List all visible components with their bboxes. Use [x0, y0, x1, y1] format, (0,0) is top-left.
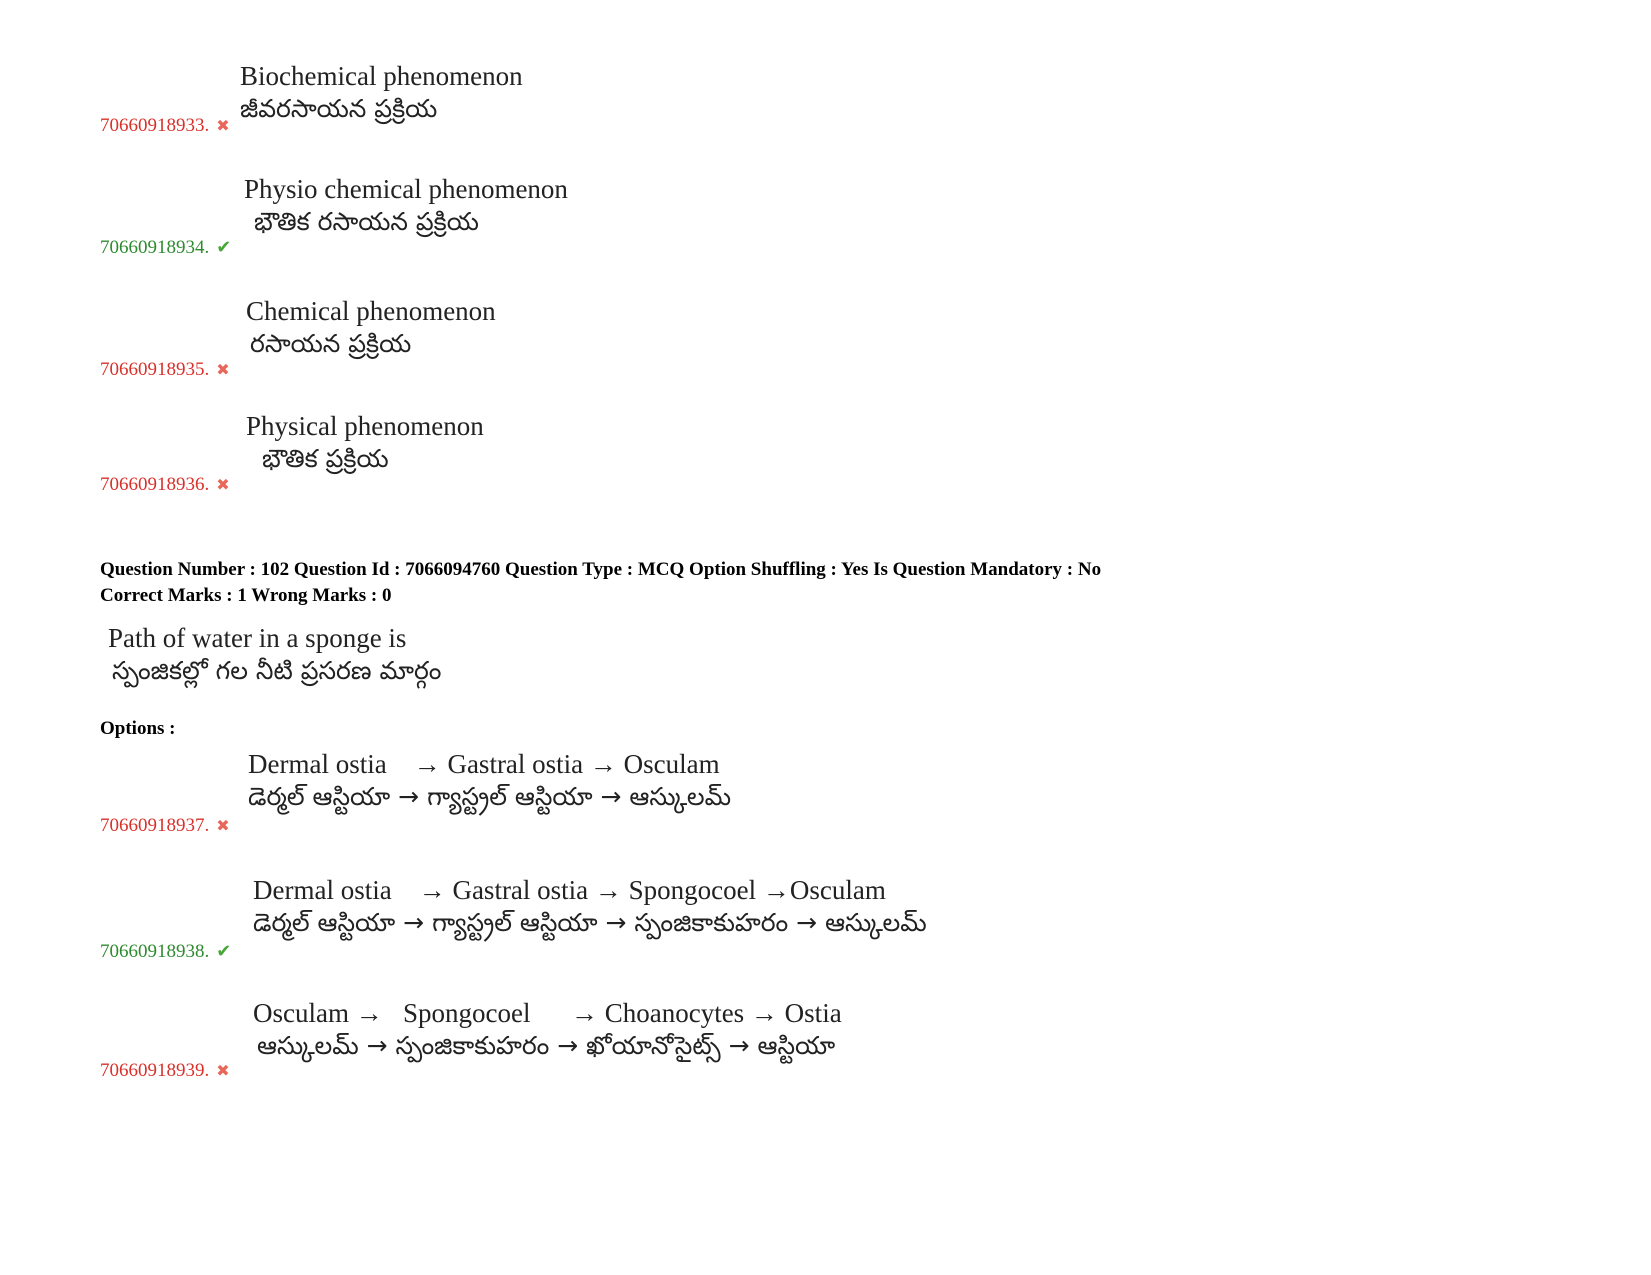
option-text-en: Physical phenomenon	[246, 411, 484, 441]
option-text-te: రసాయన ప్రక్రియ	[250, 329, 412, 359]
option-text-en: Chemical phenomenon	[246, 296, 496, 326]
question-text-te: స్పంజికల్లో గల నీటి ప్రసరణ మార్గం	[112, 656, 442, 686]
option-text-te: డెర్మల్ ఆస్టియా → గ్యాస్ట్రల్ ఆస్టియా → ఆస్కులమ్	[248, 782, 732, 812]
option-id: 70660918938. ✔	[100, 941, 232, 962]
wrong-mark-icon: ✖	[216, 118, 230, 135]
wrong-mark-icon: ✖	[216, 362, 230, 379]
option-text-en: Physio chemical phenomenon	[244, 174, 568, 204]
check-mark-icon: ✔	[216, 941, 232, 961]
option-content	[253, 997, 842, 1061]
wrong-mark-icon: ✖	[216, 477, 230, 494]
option-text-te: ఆస్కులమ్ → స్పంజికాకుహరం → ఖోయానోసైట్స్ → ఆస్టియా	[257, 1031, 836, 1061]
option-id: 70660918933. ✖	[100, 115, 230, 136]
option-id: 70660918939. ✖	[100, 1060, 230, 1081]
option-id: 70660918934. ✔	[100, 237, 232, 258]
question-header: Question Number : 102 Question Id : 7066094760 Question Type : MCQ Option Shuffling : Yes Is Question Mandatory : No	[100, 559, 1102, 580]
option-content	[248, 748, 731, 812]
wrong-mark-icon: ✖	[216, 1063, 230, 1080]
option-content	[246, 410, 484, 474]
option-content	[240, 60, 523, 124]
check-mark-icon: ✔	[216, 237, 232, 257]
question-text-en: Path of water in a sponge is	[108, 623, 407, 653]
option-text-te: జీవరసాయన ప్రక్రియ	[240, 94, 438, 124]
option-id: 70660918936. ✖	[100, 474, 230, 495]
option-text-te: డెర్మల్ ఆస్టియా → గ్యాస్ట్రల్ ఆస్టియా → స్పంజికాకుహరం → ఆస్కులమ్	[253, 908, 927, 938]
option-content	[244, 173, 568, 237]
option-content	[246, 295, 496, 359]
wrong-mark-icon: ✖	[216, 818, 230, 835]
question-text	[108, 622, 441, 686]
option-text-en: Dermal ostia → Gastral ostia → Spongocoel →Osculam	[253, 875, 886, 905]
option-text-en: Dermal ostia → Gastral ostia → Osculam	[248, 749, 720, 779]
option-text-en: Biochemical phenomenon	[240, 61, 523, 91]
option-id: 70660918935. ✖	[100, 359, 230, 380]
marks-info: Correct Marks : 1 Wrong Marks : 0	[100, 585, 392, 606]
option-text-te: భౌతిక ప్రక్రియ	[262, 444, 389, 474]
option-text-en: Osculam → Spongocoel → Choanocytes → Ostia	[253, 998, 842, 1028]
option-text-te: భౌతిక రసాయన ప్రక్రియ	[254, 207, 479, 237]
option-id: 70660918937. ✖	[100, 815, 230, 836]
options-label: Options :	[100, 718, 176, 739]
option-content	[253, 874, 927, 938]
